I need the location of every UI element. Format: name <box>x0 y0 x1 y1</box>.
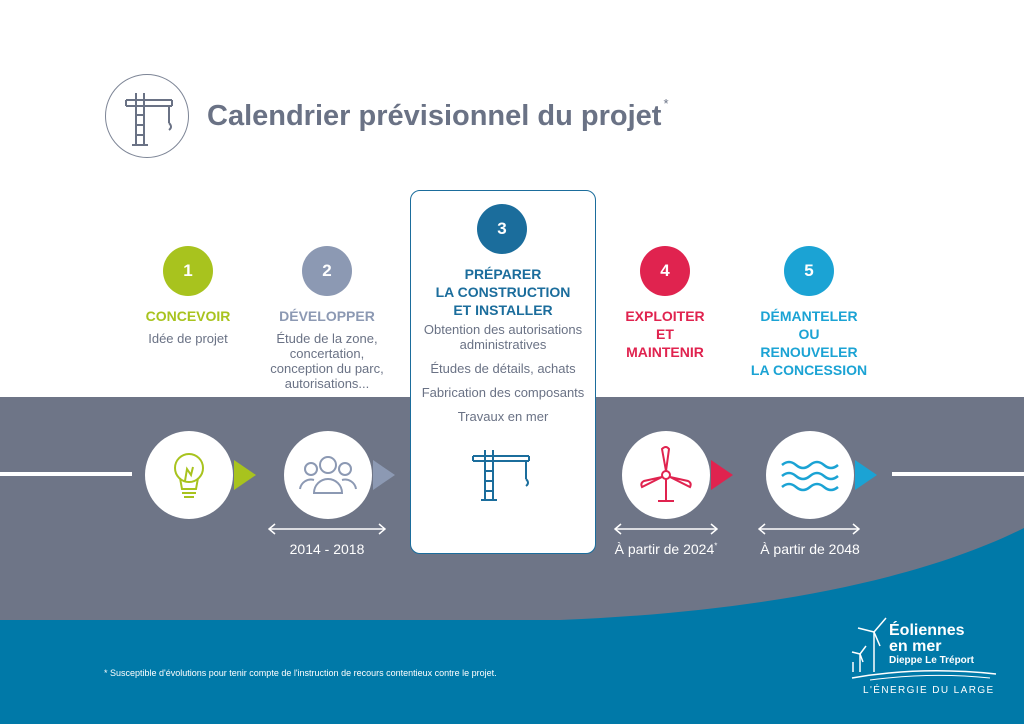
step-5-icon-circle <box>766 431 854 519</box>
period-step-4: À partir de 2024* <box>614 541 718 557</box>
step-5-number: 5 <box>784 246 834 296</box>
period-step-2: 2014 - 2018 <box>289 541 365 557</box>
wind-turbine-icon <box>622 431 710 519</box>
step-1-arrow <box>234 460 256 490</box>
tagline: L'ÉNERGIE DU LARGE <box>863 685 995 696</box>
timeline-line-left <box>0 472 132 476</box>
step-4-number: 4 <box>640 246 690 296</box>
step-1-heading: CONCEVOIR <box>145 308 231 324</box>
logo-line-1: Éoliennes <box>889 622 965 639</box>
step-5-heading: DÉMANTELER OU RENOUVELER LA CONCESSION <box>750 308 868 378</box>
period-arrow-step-5 <box>758 523 860 535</box>
lightbulb-icon <box>145 431 233 519</box>
step-2-arrow <box>373 460 395 490</box>
logo-wave-swoosh <box>850 668 1000 682</box>
period-arrow-step-4 <box>614 523 718 535</box>
waves-icon <box>766 431 854 519</box>
step-4-heading: EXPLOITER ET MAINTENIR <box>625 308 705 360</box>
step-2-number: 2 <box>302 246 352 296</box>
step-2-heading: DÉVELOPPER <box>279 308 375 324</box>
step-1-number: 1 <box>163 246 213 296</box>
logo-line-3: Dieppe Le Tréport <box>889 655 975 666</box>
page-title: Calendrier prévisionnel du projet * <box>207 96 669 132</box>
period-step-5: À partir de 2048 <box>760 541 860 557</box>
step-1-icon-circle <box>145 431 233 519</box>
step-2-description: Étude de la zone, concertation, conception du parc, autorisations... <box>270 331 384 391</box>
step-4-arrow <box>711 460 733 490</box>
step-5-arrow <box>855 460 877 490</box>
step-3-number: 3 <box>477 204 527 254</box>
logo-turbines-icon <box>846 614 892 676</box>
step-3-description: Obtention des autorisations administratives Études de détails, achats Fabrication des composants Travaux en mer <box>421 322 585 424</box>
step-3-heading: PRÉPARER LA CONSTRUCTION ET INSTALLER <box>435 266 571 318</box>
crane-icon <box>106 75 190 159</box>
step-2-icon-circle <box>284 431 372 519</box>
step-3-icon <box>463 444 543 514</box>
logo-line-2: en mer <box>889 638 942 655</box>
title-crane-badge <box>105 74 189 158</box>
timeline-line-right <box>892 472 1024 476</box>
footnote: * Susceptible d'évolutions pour tenir compte de l'instruction de recours contentieux contre le projet. <box>104 668 497 678</box>
step-1-description: Idée de projet <box>148 331 228 346</box>
people-icon <box>284 431 372 519</box>
step-4-icon-circle <box>622 431 710 519</box>
crane-icon <box>463 444 543 514</box>
period-arrow-step-2 <box>268 523 386 535</box>
